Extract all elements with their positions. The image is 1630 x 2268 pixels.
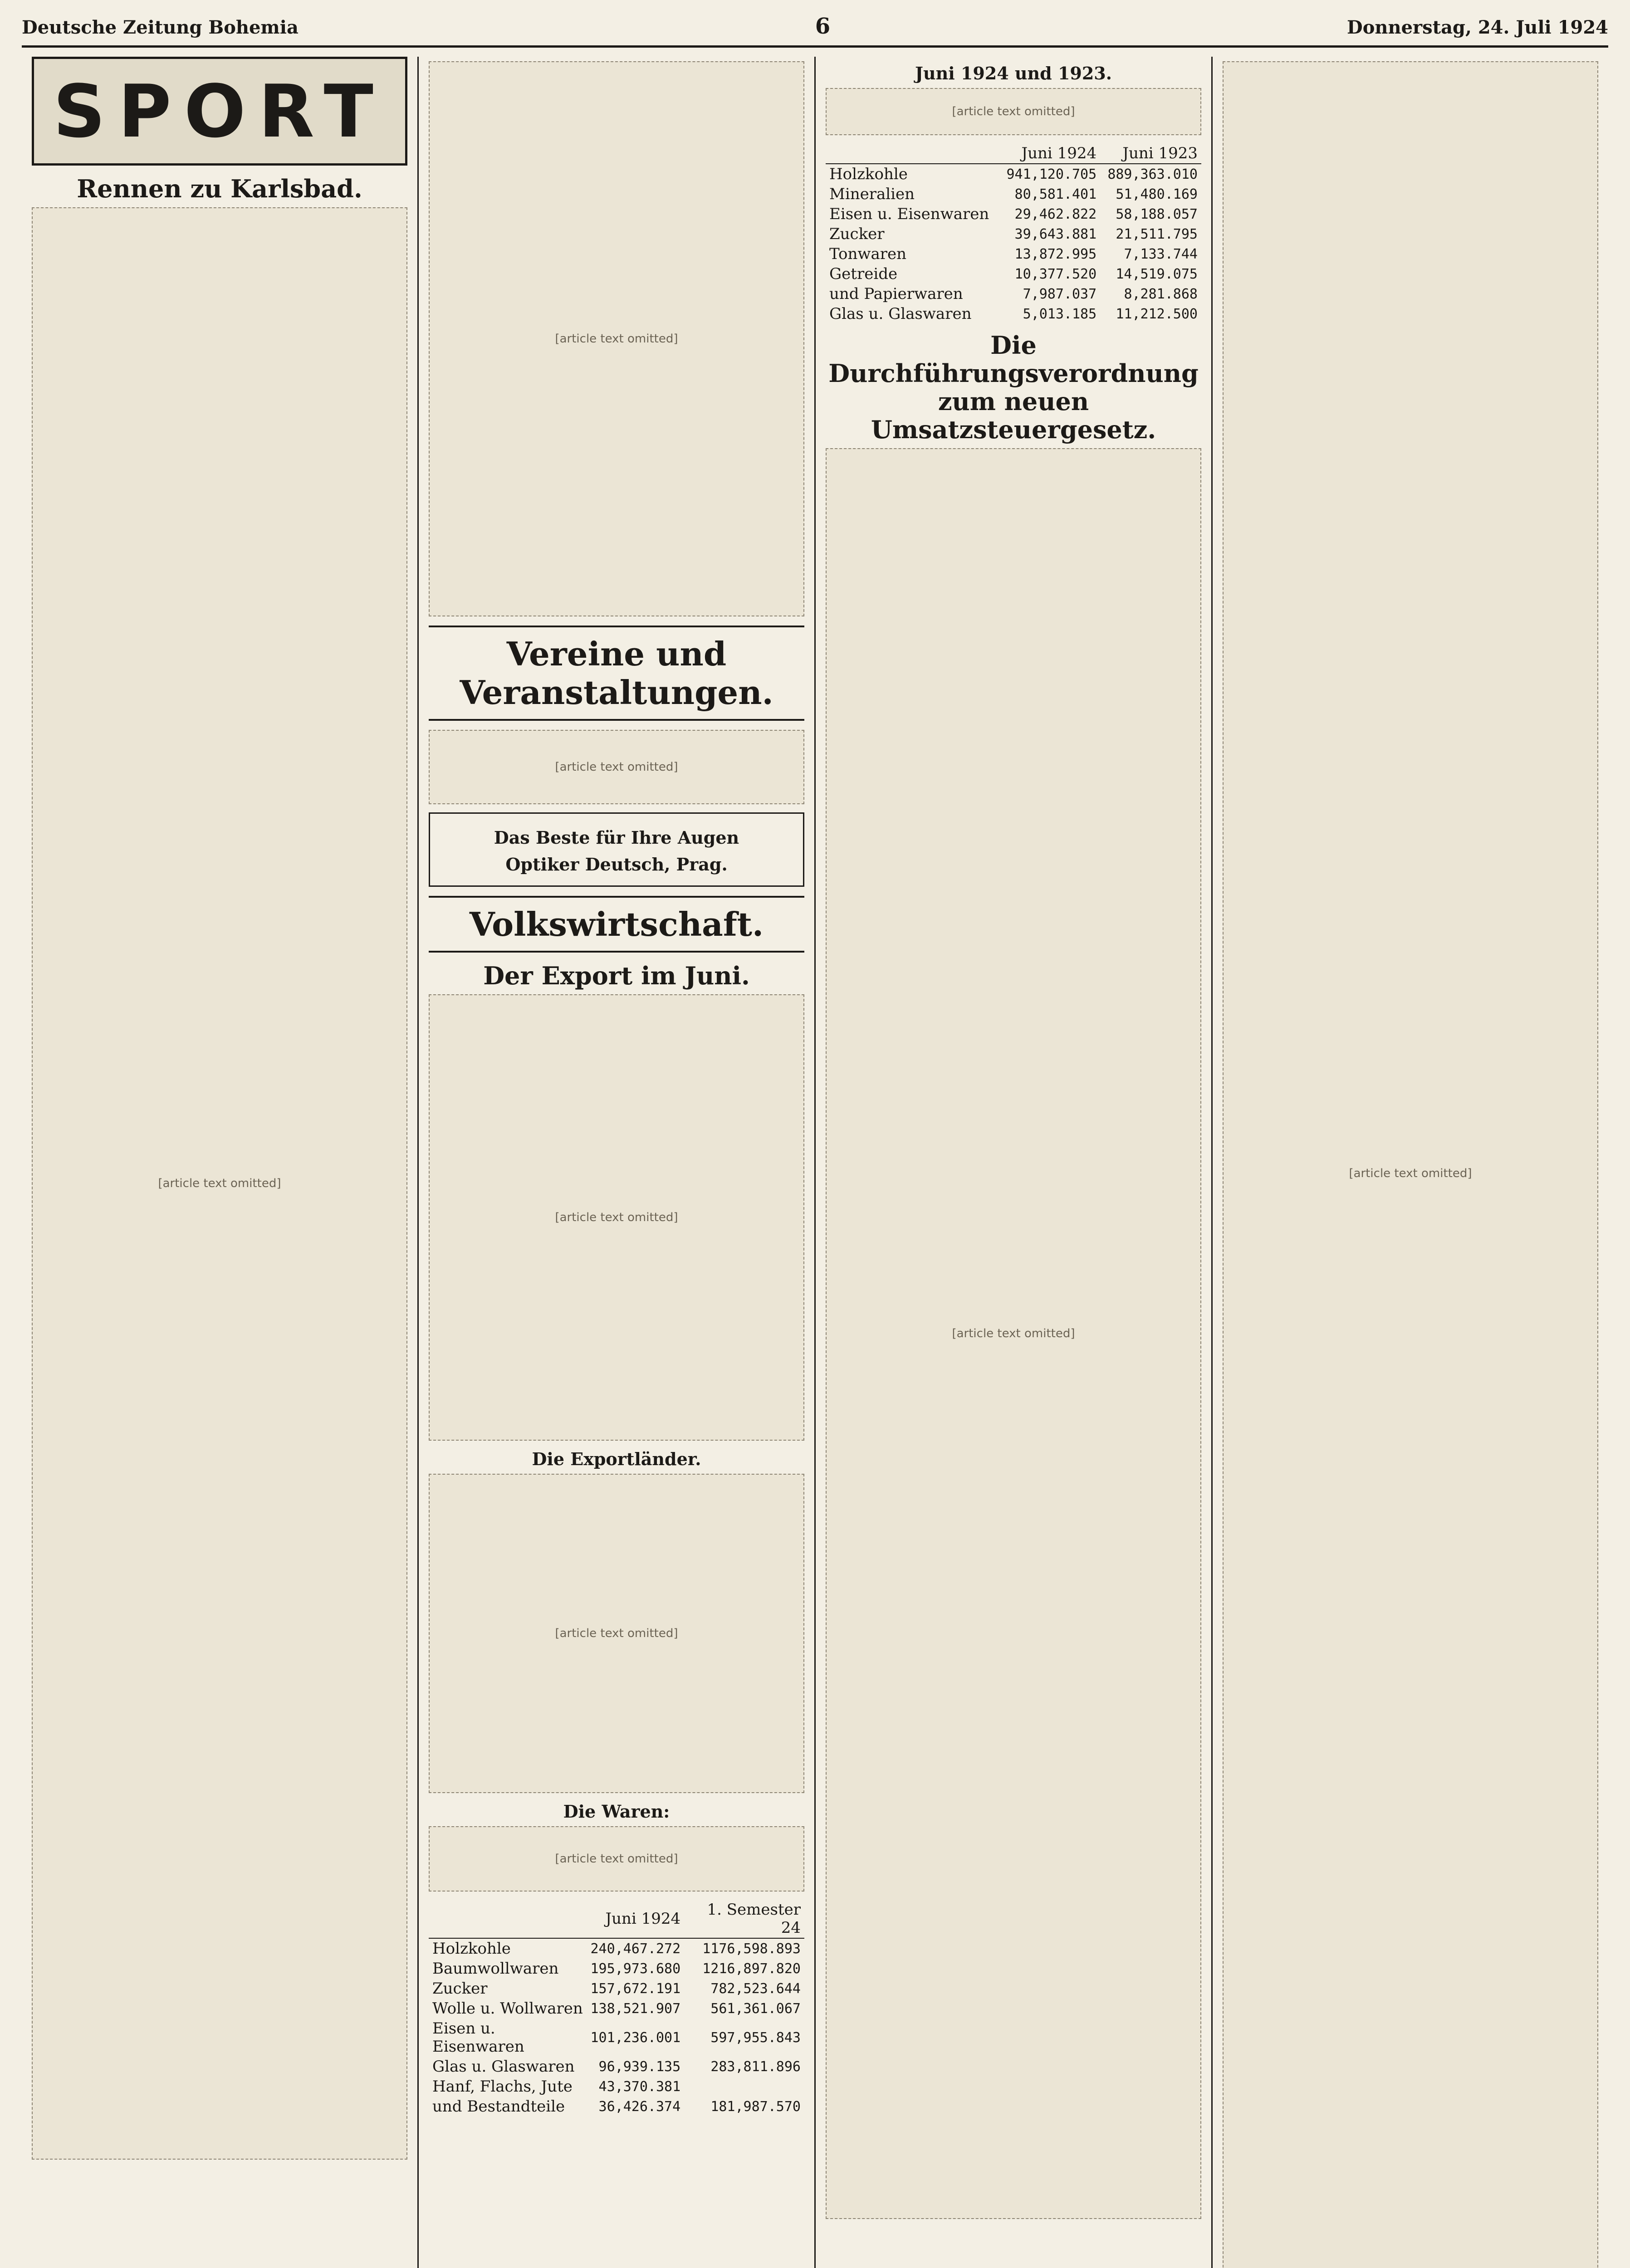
table-row <box>826 164 1201 184</box>
table-cell: Glas u. Glaswaren <box>432 2058 575 2076</box>
omitted-text: [article text omitted] <box>826 88 1201 135</box>
table-row <box>429 2019 804 2057</box>
omitted-text: [article text omitted] <box>1223 61 1598 2268</box>
table-row <box>826 284 1201 304</box>
column-3 <box>816 57 1213 2268</box>
table-cell: 96,939.135 <box>598 2058 681 2075</box>
sport-banner-title: SPORT <box>53 68 386 154</box>
omitted-text: [article text omitted] <box>429 1826 804 1892</box>
table-cell: 561,361.067 <box>710 2000 801 2017</box>
table-cell: 240,467.272 <box>590 1941 681 1957</box>
table-head: 1. Semester 24 <box>684 1900 804 1938</box>
table-head <box>826 143 999 164</box>
june-table <box>826 143 1201 324</box>
table-cell: Hanf, Flachs, Jute <box>432 2077 573 2096</box>
table-row <box>429 1979 804 1999</box>
subhead-exportlaender: Die Exportländer. <box>532 1449 701 1470</box>
table-cell: 1216,897.820 <box>702 1960 801 1977</box>
table-row <box>429 2057 804 2077</box>
table-cell: 101,236.001 <box>590 2029 681 2046</box>
table-cell: 80,581.401 <box>1014 186 1097 202</box>
table-cell: 11,212.500 <box>1116 306 1198 322</box>
table-head: Juni 1923 <box>1100 143 1201 164</box>
page-number: 6 <box>815 14 831 39</box>
table-cell: 138,521.907 <box>590 2000 681 2017</box>
table-cell: Eisen u. Eisenwaren <box>432 2019 524 2056</box>
table-row <box>429 2077 804 2097</box>
table-cell: Glas u. Glaswaren <box>829 305 972 323</box>
column-4 <box>1213 57 1608 2268</box>
table-head <box>429 1900 587 1938</box>
table-cell <box>684 2077 804 2097</box>
table-cell: 5,013.185 <box>1023 306 1097 322</box>
table-row <box>826 244 1201 264</box>
table-cell: 29,462.822 <box>1014 206 1097 222</box>
table-row <box>826 184 1201 204</box>
table-cell: 941,120.705 <box>1006 166 1097 182</box>
paper-name: Deutsche Zeitung Bohemia <box>22 17 299 38</box>
table-cell: 181,987.570 <box>710 2098 801 2115</box>
table-cell: 889,363.010 <box>1107 166 1198 182</box>
table-cell: Mineralien <box>829 185 915 203</box>
table-cell: Zucker <box>829 225 885 243</box>
omitted-text: [article text omitted] <box>826 448 1201 2219</box>
table-cell: 39,643.881 <box>1014 226 1097 242</box>
table-cell: und Bestandteile <box>432 2097 565 2116</box>
table-row <box>826 304 1201 324</box>
table-cell: 283,811.896 <box>710 2058 801 2075</box>
subhead-waren: Die Waren: <box>563 1801 670 1822</box>
omitted-text: [article text omitted] <box>429 61 804 616</box>
section-volkswirtschaft: Volkswirtschaft. <box>429 896 804 953</box>
table-row <box>826 264 1201 284</box>
table-row <box>429 1999 804 2019</box>
headline-export: Der Export im Juni. <box>483 961 750 990</box>
table-cell: 21,511.795 <box>1116 226 1198 242</box>
table-cell: 43,370.381 <box>598 2078 681 2095</box>
headline-umsatzsteuer: Die Durchführungsverordnung zum neuen Umsatzsteuergesetz. <box>828 331 1199 445</box>
table-cell: Baumwollwaren <box>432 1960 559 1978</box>
issue-date: Donnerstag, 24. Juli 1924 <box>1347 17 1608 38</box>
optician-ad <box>429 812 804 887</box>
table-row <box>826 224 1201 244</box>
masthead <box>22 14 1608 48</box>
omitted-text: [article text omitted] <box>429 1474 804 1793</box>
table-cell: 195,973.680 <box>590 1960 681 1977</box>
ad-line-1: Das Beste für Ihre Augen <box>494 827 739 848</box>
table-cell: 58,188.057 <box>1116 206 1198 222</box>
table-cell: Tonwaren <box>829 245 907 263</box>
table-cell: Getreide <box>829 265 898 283</box>
heading-juni: Juni 1924 und 1923. <box>915 63 1112 83</box>
columns <box>22 57 1608 2268</box>
table-cell: 51,480.169 <box>1116 186 1198 202</box>
omitted-text: [article text omitted] <box>429 994 804 1441</box>
table-cell: 7,987.037 <box>1023 286 1097 302</box>
table-row <box>429 2097 804 2116</box>
table-cell: 597,955.843 <box>710 2029 801 2046</box>
table-cell: 8,281.868 <box>1124 286 1198 302</box>
table-cell: 36,426.374 <box>598 2098 681 2115</box>
table-cell: 14,519.075 <box>1116 266 1198 282</box>
table-cell: und Papierwaren <box>829 285 963 303</box>
ad-line-2: Optiker Deutsch, Prag. <box>505 854 728 875</box>
column-1 <box>22 57 419 2268</box>
table-cell: 10,377.520 <box>1014 266 1097 282</box>
table-row <box>429 1938 804 1959</box>
sport-banner <box>32 57 407 166</box>
column-2 <box>419 57 816 2268</box>
table-cell: Wolle u. Wollwaren <box>432 1999 583 2018</box>
table-cell: 7,133.744 <box>1124 246 1198 262</box>
table-cell: Holzkohle <box>829 165 908 183</box>
omitted-text: [article text omitted] <box>32 207 407 2160</box>
table-head: Juni 1924 <box>999 143 1100 164</box>
table-cell: 157,672.191 <box>590 1980 681 1997</box>
table-cell: 1176,598.893 <box>702 1941 801 1957</box>
table-cell: Zucker <box>432 1980 488 1998</box>
table-cell: Holzkohle <box>432 1940 511 1958</box>
section-vereine: Vereine und Veranstaltungen. <box>429 626 804 721</box>
export-table <box>429 1900 804 2116</box>
table-row <box>429 1959 804 1979</box>
headline-karlsbad: Rennen zu Karlsbad. <box>77 174 362 203</box>
omitted-text: [article text omitted] <box>429 730 804 804</box>
table-cell: Eisen u. Eisenwaren <box>829 205 989 223</box>
table-cell: 13,872.995 <box>1014 246 1097 262</box>
table-row <box>826 204 1201 224</box>
table-head: Juni 1924 <box>587 1900 684 1938</box>
table-cell: 782,523.644 <box>710 1980 801 1997</box>
